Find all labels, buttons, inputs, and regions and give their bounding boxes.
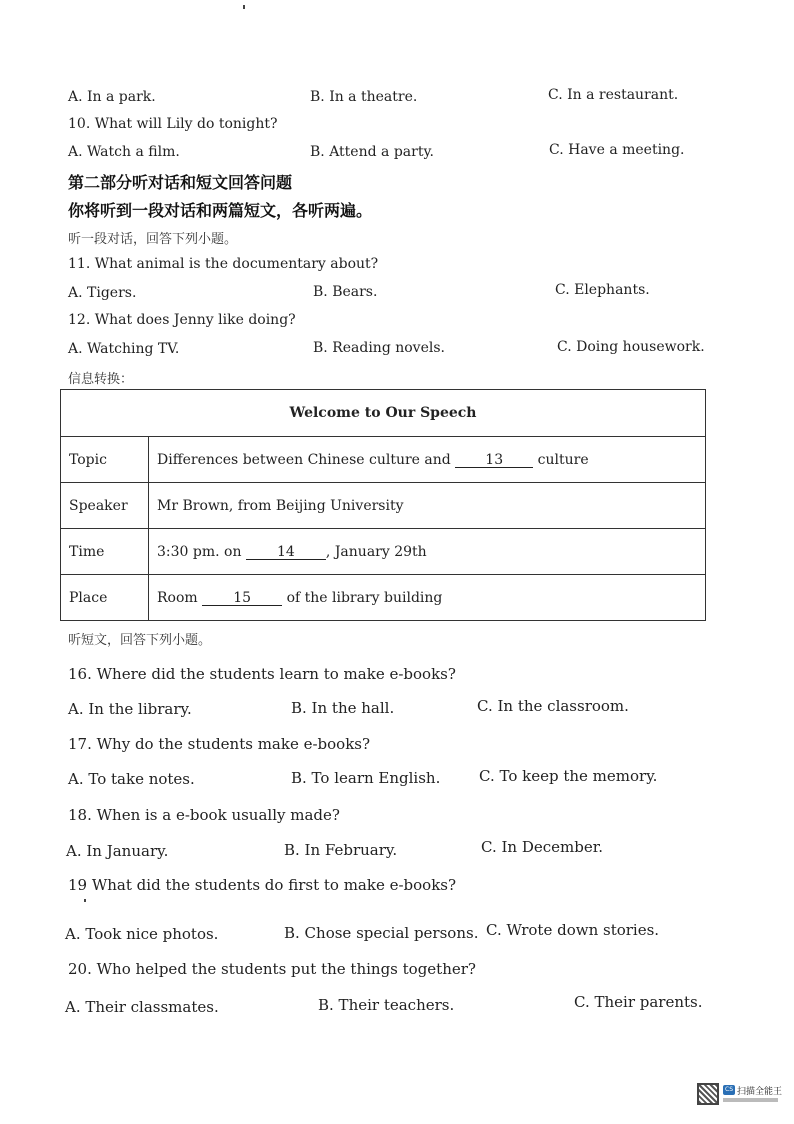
q11-question: 11. What animal is the documentary about? [68,256,379,272]
row-value [149,437,706,483]
speech-info-table [60,389,706,621]
scanner-tagline-bar [723,1098,778,1102]
q20-option-a: A. Their classmates. [65,998,219,1016]
info-transfer-label: 信息转换： [68,372,134,387]
q19-option-c: C. Wrote down stories. [486,921,660,939]
table-row-speaker [61,483,706,529]
q19-option-a: A. Took nice photos. [65,925,219,943]
q17-option-c: C. To keep the memory. [479,767,658,785]
q11-option-c: C. Elephants. [555,282,650,298]
q19-option-b: B. Chose special persons. [284,924,479,942]
answer-blank-13[interactable]: 13 [455,453,533,468]
part2-subheading: 你将听到一段对话和两篇短文，各听两遍。 [68,201,373,220]
q17-option-a: A. To take notes. [68,770,195,788]
q9-option-b: B. In a theatre. [310,89,418,105]
row-value: Mr Brown, from Beijing University [149,483,706,529]
row-text-before: Room [157,589,203,606]
q16-option-c: C. In the classroom. [477,697,629,715]
row-key: Speaker [61,483,149,529]
q16-question: 16. Where did the students learn to make e-books? [68,665,456,683]
scanner-app-name: 扫描全能王 [737,1087,783,1097]
row-text-before: Differences between Chinese culture and [157,451,456,468]
q9-option-c: C. In a restaurant. [548,87,679,103]
q20-option-c: C. Their parents. [574,993,703,1011]
q10-option-a: A. Watch a film. [68,144,180,160]
q16-option-b: B. In the hall. [291,699,395,717]
row-value [149,529,706,575]
q17-option-b: B. To learn English. [291,769,441,787]
q9-option-a: A. In a park. [68,89,156,105]
row-text-after: of the library building [282,589,443,606]
dialogue-instruction: 听一段对话，回答下列小题。 [68,232,238,247]
row-key: Topic [61,437,149,483]
table-title: Welcome to Our Speech [61,390,706,437]
row-key: Time [61,529,149,575]
q20-option-b: B. Their teachers. [318,996,455,1014]
q17-question: 17. Why do the students make e-books? [68,735,371,753]
q12-option-b: B. Reading novels. [313,340,445,356]
q10-option-c: C. Have a meeting. [549,142,685,158]
qr-code-icon [697,1083,719,1105]
q12-option-c: C. Doing housework. [557,339,705,355]
q12-question: 12. What does Jenny like doing? [68,312,296,328]
answer-blank-14[interactable]: 14 [246,545,326,560]
q11-option-a: A. Tigers. [68,285,137,301]
q18-option-a: A. In January. [66,842,169,860]
q18-option-b: B. In February. [284,841,398,859]
row-text-after: culture [533,451,589,468]
row-text-before: 3:30 pm. on [157,543,246,560]
scan-speck [84,899,86,902]
scan-speck [243,5,245,9]
row-value [149,575,706,621]
row-key: Place [61,575,149,621]
row-text-after: , January 29th [325,543,427,560]
q18-question: 18. When is a e-book usually made? [68,806,340,824]
q10-option-b: B. Attend a party. [310,144,434,160]
q12-option-a: A. Watching TV. [68,341,180,357]
q10-question: 10. What will Lily do tonight? [68,116,278,132]
answer-blank-15[interactable]: 15 [202,591,282,606]
q19-question: 19 What did the students do first to make e-books? [68,876,457,894]
passage-instruction: 听短文，回答下列小题。 [68,633,212,648]
q18-option-c: C. In December. [481,838,604,856]
table-row-topic [61,437,706,483]
part2-heading: 第二部分听对话和短文回答问题 [68,173,293,192]
q11-option-b: B. Bears. [313,284,378,300]
q16-option-a: A. In the library. [68,700,192,718]
q20-question: 20. Who helped the students put the things together? [68,960,476,978]
table-row-time [61,529,706,575]
table-row-place [61,575,706,621]
scanner-logo-icon: CS [725,1086,733,1093]
